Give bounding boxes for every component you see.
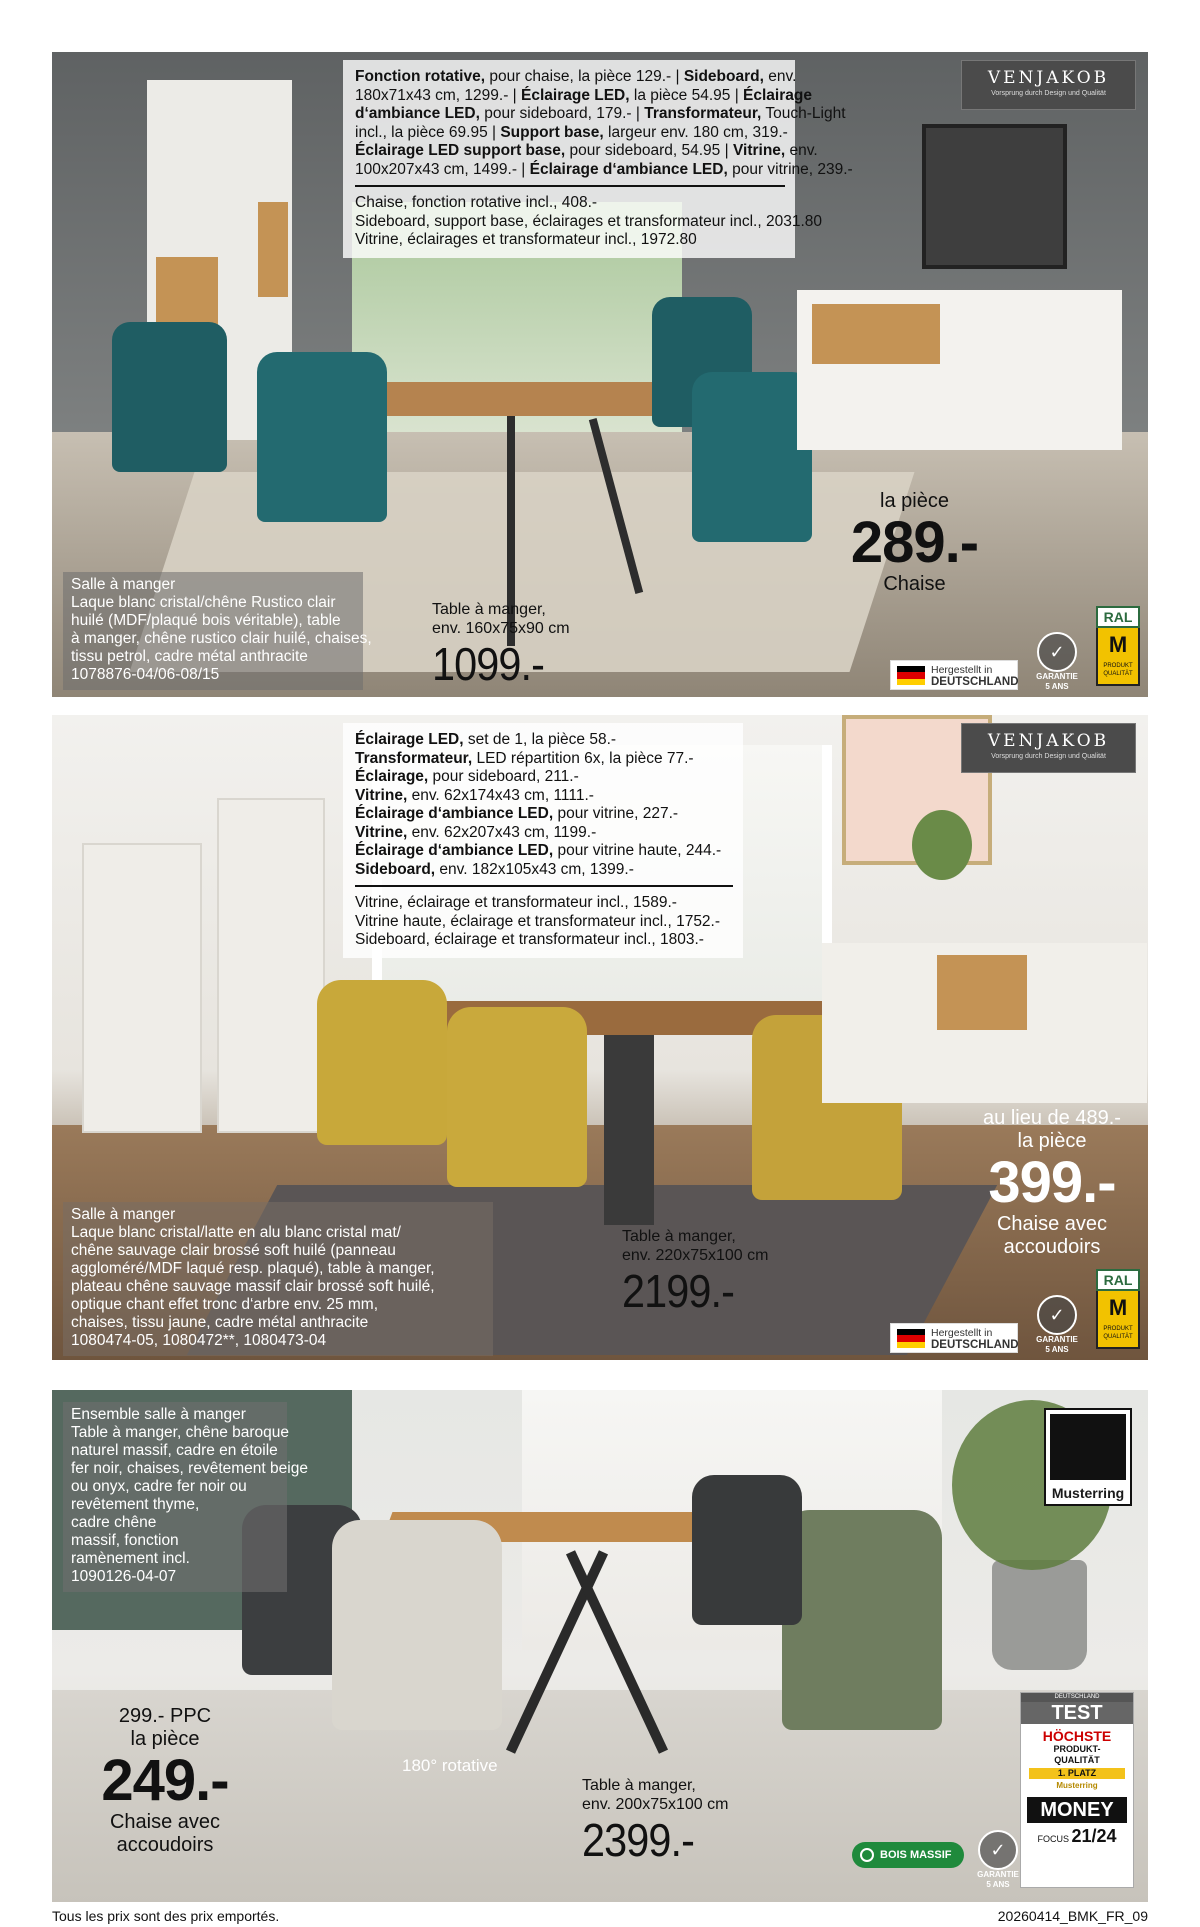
- wood-icon: [860, 1848, 874, 1862]
- chair-label-line1: Chaise avec: [109, 1811, 221, 1833]
- description-line: aggloméré/MDF laqué resp. plaqué), table à manger,: [71, 1260, 435, 1277]
- price-info-line: 180x71x43 cm, 1299.- | Éclairage LED, la pièce 54.95 | Éclairage: [355, 86, 812, 104]
- ral-quality-badge: [1096, 606, 1140, 688]
- musterring-name: Musterring: [1051, 1485, 1125, 1501]
- test-first-place: 1. PLATZ: [1029, 1768, 1125, 1779]
- germany-flag-icon: [897, 666, 925, 685]
- description-line: 1090126-04-07: [71, 1568, 177, 1585]
- test-highest: HÖCHSTE: [1042, 1728, 1112, 1744]
- panel-venjakob-petrol: [52, 52, 1148, 697]
- table-label: Table à manger,: [432, 601, 546, 618]
- rotation-label: 180° rotative: [402, 1756, 498, 1775]
- price-info-line: d‘ambiance LED, pour sideboard, 179.- | Transformateur, Touch-Light: [355, 105, 846, 122]
- logo-tagline: Vorsprung durch Design und Qualität: [991, 90, 1106, 97]
- scene-sideboard-shelf: [812, 304, 940, 364]
- table-price-block: [582, 1776, 728, 1866]
- logo-name: VENJAKOB: [987, 68, 1110, 88]
- musterring-mark-icon: [1050, 1414, 1126, 1480]
- guarantee-line1: GARANTIE: [1036, 672, 1078, 681]
- scene-sideboard-shelf: [937, 955, 1027, 1030]
- table-dimensions: env. 220x75x100 cm: [622, 1247, 769, 1264]
- chair-label-line2: accoudoirs: [116, 1834, 214, 1856]
- description-line: chêne sauvage clair brossé soft huilé (panneau: [71, 1242, 396, 1259]
- price-info-line: Éclairage LED support base, pour sideboard, 54.95 | Vitrine, env.: [355, 142, 818, 159]
- chair-price-unit: la pièce: [130, 1728, 200, 1750]
- description-line: massif, fonction: [71, 1532, 179, 1549]
- description-line: ramènement incl.: [71, 1550, 190, 1567]
- test-quality-line2: QUALITÄT: [1054, 1755, 1100, 1765]
- guarantee-icon: ✓: [978, 1830, 1018, 1870]
- description-line: Salle à manger: [71, 1206, 176, 1223]
- scene-table-base: [604, 1035, 654, 1225]
- price-total-line: Vitrine, éclairage et transformateur incl., 1589.-: [355, 894, 677, 911]
- product-description: [63, 572, 372, 690]
- ral-quality-line1: PRODUKT: [1103, 1326, 1133, 1332]
- scene-vitrine: [217, 798, 325, 1133]
- made-in-germany-badge: [890, 1323, 1018, 1353]
- price-info-line: Vitrine, env. 62x207x43 cm, 1199.-: [355, 823, 597, 841]
- scene-plant: [912, 810, 972, 880]
- description-line: fer noir, chaises, revêtement beige: [71, 1460, 308, 1477]
- divider: [355, 185, 785, 187]
- chair-price-unit: la pièce: [880, 490, 949, 512]
- scene-vitrine: [82, 843, 202, 1133]
- solid-wood-label: BOIS MASSIF: [880, 1849, 952, 1861]
- price-total-line: Chaise, fonction rotative incl., 408.-: [355, 194, 598, 211]
- description-line: Laque blanc cristal/chêne Rustico clair: [71, 594, 336, 611]
- guarantee-badge: [1027, 1295, 1087, 1359]
- price-info-line: Éclairage d‘ambiance LED, pour vitrine haute, 244.-: [355, 842, 722, 859]
- scene-plant-pot: [992, 1560, 1087, 1670]
- table-price: 2399.-: [582, 1814, 694, 1866]
- guarantee-line2: 5 ANS: [986, 1880, 1010, 1889]
- ral-quality-line2: QUALITÄT: [1103, 671, 1133, 677]
- divider: [355, 885, 733, 887]
- panel-musterring: [52, 1390, 1148, 1902]
- chair-price-block: [70, 1705, 260, 1857]
- description-line: chaises, tissu jaune, cadre métal anthracite: [71, 1314, 369, 1331]
- description-line: optique chant effet tronc d‘arbre env. 25 mm,: [71, 1296, 379, 1313]
- price-info-line: Éclairage LED, set de 1, la pièce 58.-: [355, 731, 617, 748]
- price-total-line: Vitrine, éclairages et transformateur incl., 1972.80: [355, 231, 697, 248]
- solid-wood-badge: [852, 1842, 964, 1868]
- guarantee-line2: 5 ANS: [1045, 682, 1069, 691]
- scene-chair: [692, 1475, 802, 1625]
- made-in-line2: DEUTSCHLAND: [931, 676, 1019, 688]
- chair-price-unit: la pièce: [1017, 1130, 1087, 1152]
- logo-tagline: Vorsprung durch Design und Qualität: [991, 753, 1106, 760]
- test-header: DEUTSCHLAND: [1021, 1693, 1133, 1702]
- description-line: ou onyx, cadre fer noir ou: [71, 1478, 247, 1495]
- made-in-line1: Hergestellt in: [931, 1327, 993, 1339]
- scene-chair: [692, 372, 812, 542]
- table-label: Table à manger,: [622, 1228, 736, 1245]
- ral-label: RAL: [1096, 606, 1140, 628]
- description-line: à manger, chêne rustico clair huilé, chaises,: [71, 630, 372, 647]
- money-logo: MONEY: [1027, 1797, 1127, 1823]
- table-dimensions: env. 200x75x100 cm: [582, 1796, 729, 1813]
- chair-price-block: [962, 1107, 1142, 1259]
- ral-m-mark: M: [1108, 632, 1128, 657]
- chair-old-price: au lieu de 489.-: [983, 1107, 1121, 1129]
- test-title: TEST: [1021, 1702, 1133, 1724]
- focus-label: FOCUS: [1037, 1834, 1069, 1844]
- guarantee-badge: [968, 1830, 1028, 1894]
- description-line: naturel massif, cadre en étoile: [71, 1442, 278, 1459]
- product-description: [63, 1202, 493, 1356]
- price-info-line: Éclairage, pour sideboard, 211.-: [355, 768, 579, 785]
- price-info-line: 100x207x43 cm, 1499.- | Éclairage d‘ambiance LED, pour vitrine, 239.-: [355, 160, 853, 178]
- price-info-box: [343, 60, 853, 258]
- ral-label: RAL: [1096, 1269, 1140, 1291]
- price-info-line: incl., la pièce 69.95 | Support base, largeur env. 180 cm, 319.-: [355, 123, 788, 141]
- chair-ppc-price: 299.- PPC: [118, 1705, 212, 1727]
- description-line: tissu petrol, cadre métal anthracite: [71, 648, 308, 665]
- guarantee-line1: GARANTIE: [1036, 1335, 1078, 1344]
- chair-label-line1: Chaise avec: [996, 1213, 1108, 1235]
- description-line: Ensemble salle à manger: [71, 1406, 246, 1423]
- ral-quality-badge: [1096, 1269, 1140, 1351]
- price-total-line: Sideboard, support base, éclairages et transformateur incl., 2031.80: [355, 212, 822, 230]
- price-info-line: Éclairage d‘ambiance LED, pour vitrine, 227.-: [355, 805, 679, 822]
- description-line: plateau chêne sauvage massif clair brossé soft huilé,: [71, 1278, 435, 1295]
- scene-chair: [332, 1520, 502, 1730]
- table-dimensions: env. 160x75x90 cm: [432, 620, 570, 637]
- scene-cabinet-light: [258, 202, 288, 297]
- price-info-line: Vitrine, env. 62x174x43 cm, 1111.-: [355, 786, 594, 804]
- logo-name: VENJAKOB: [987, 731, 1110, 751]
- guarantee-icon: ✓: [1037, 1295, 1077, 1335]
- scene-chair: [112, 322, 227, 472]
- chair-price: 399.-: [988, 1150, 1116, 1215]
- focus-value: 21/24: [1071, 1826, 1117, 1846]
- chair-price-block: [827, 490, 1002, 596]
- ral-quality-line2: QUALITÄT: [1103, 1334, 1133, 1340]
- footer-code: 20260414_BMK_FR_09: [997, 1908, 1148, 1924]
- description-line: cadre chêne: [71, 1514, 157, 1531]
- scene-chair: [317, 980, 447, 1145]
- made-in-line2: DEUTSCHLAND: [931, 1339, 1019, 1351]
- price-total-line: Sideboard, éclairage et transformateur incl., 1803.-: [355, 931, 704, 948]
- test-award-badge: [1020, 1692, 1134, 1888]
- test-quality-line1: PRODUKT-: [1053, 1744, 1101, 1754]
- price-info-line: Sideboard, env. 182x105x43 cm, 1399.-: [355, 860, 634, 878]
- scene-picture: [922, 124, 1067, 269]
- venjakob-logo: [961, 60, 1136, 110]
- scene-chair: [257, 352, 387, 522]
- chair-price: 289.-: [850, 510, 979, 575]
- table-price: 1099.-: [432, 638, 544, 690]
- price-total-line: Vitrine haute, éclairage et transformateur incl., 1752.-: [355, 912, 721, 930]
- venjakob-logo: [961, 723, 1136, 773]
- description-line: 1080474-05, 1080472**, 1080473-04: [71, 1332, 327, 1349]
- chair-label: Chaise: [883, 573, 946, 595]
- guarantee-line1: GARANTIE: [977, 1870, 1019, 1879]
- scene-chair: [782, 1510, 942, 1730]
- test-brand: Musterring: [1056, 1781, 1098, 1790]
- made-in-germany-badge: [890, 660, 1018, 690]
- description-line: Laque blanc cristal/latte en alu blanc cristal mat/: [71, 1224, 401, 1241]
- price-info-line: Fonction rotative, pour chaise, la pièce 129.- | Sideboard, env.: [355, 68, 797, 85]
- description-line: revêtement thyme,: [71, 1496, 200, 1513]
- table-price-block: [622, 1227, 768, 1317]
- ral-m-mark: M: [1108, 1295, 1128, 1320]
- description-line: Table à manger, chêne baroque: [71, 1424, 290, 1441]
- footer-disclaimer: Tous les prix sont des prix emportés.: [52, 1908, 280, 1924]
- chair-label-line2: accoudoirs: [1003, 1236, 1101, 1258]
- scene-chair: [447, 1007, 587, 1187]
- germany-flag-icon: [897, 1329, 925, 1348]
- table-label: Table à manger,: [582, 1777, 696, 1794]
- panel-venjakob-yellow: [52, 715, 1148, 1360]
- description-line: huilé (MDF/plaqué bois véritable), table: [71, 612, 341, 629]
- description-line: 1078876-04/06-08/15: [71, 666, 220, 683]
- table-price: 2199.-: [622, 1265, 734, 1317]
- chair-price: 249.-: [101, 1748, 229, 1813]
- guarantee-line2: 5 ANS: [1045, 1345, 1069, 1354]
- product-description: [63, 1402, 308, 1592]
- guarantee-badge: [1027, 632, 1087, 696]
- ral-quality-line1: PRODUKT: [1103, 663, 1133, 669]
- made-in-line1: Hergestellt in: [931, 664, 993, 676]
- price-info-line: Transformateur, LED répartition 6x, la pièce 77.-: [355, 749, 694, 767]
- table-price-block: [432, 600, 570, 690]
- price-info-box: [343, 723, 743, 958]
- musterring-logo: [1044, 1408, 1132, 1506]
- guarantee-icon: ✓: [1037, 632, 1077, 672]
- description-line: Salle à manger: [71, 576, 176, 593]
